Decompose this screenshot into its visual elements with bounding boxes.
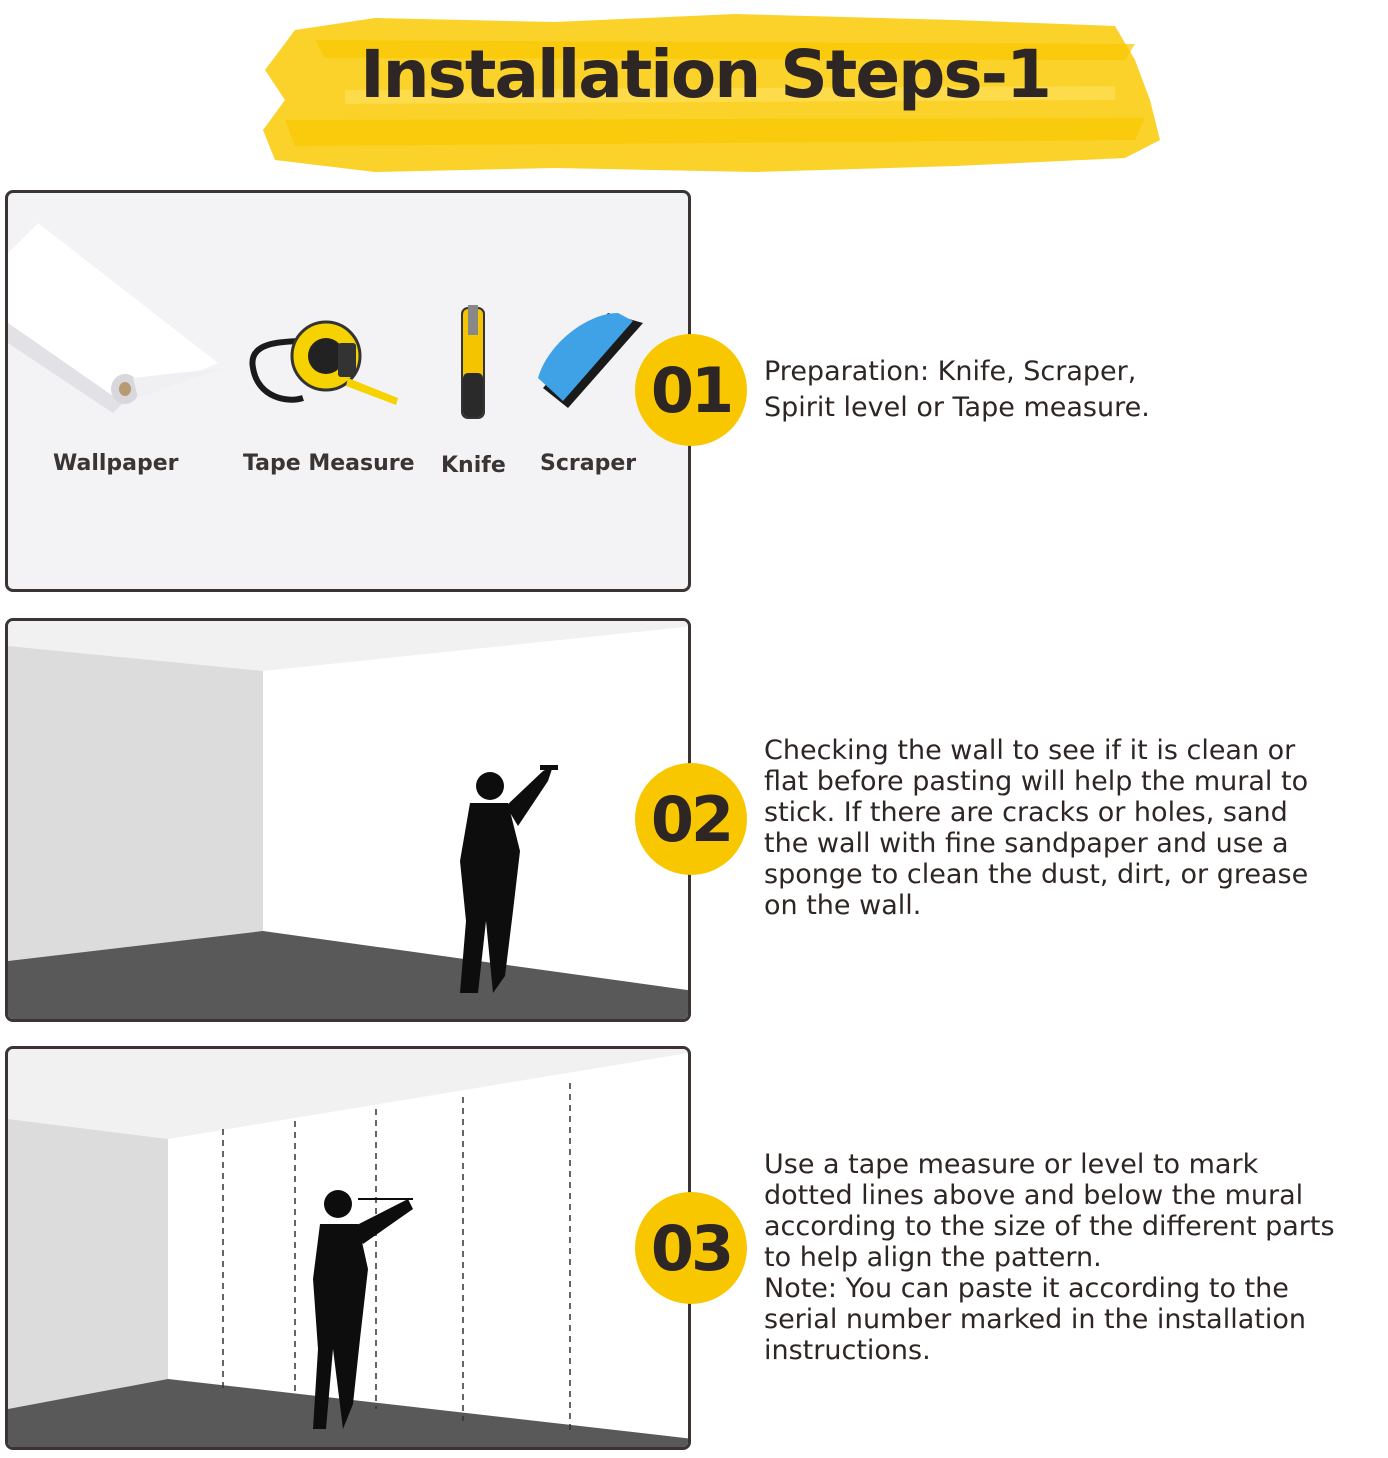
step-03-badge: 03 (635, 1192, 747, 1304)
room-dotted-lines-illustration (8, 1049, 691, 1450)
step-01-badge: 01 (635, 334, 747, 446)
scraper-icon (538, 313, 643, 408)
room-scene-illustration (8, 621, 691, 1022)
step-03-line: dotted lines above and below the mural (764, 1180, 1304, 1211)
step-03-line: instructions. (764, 1335, 931, 1366)
step-02-line: sponge to clean the dust, dirt, or grease (764, 859, 1309, 890)
step-02-line: on the wall. (764, 890, 922, 921)
tool-label-wallpaper: Wallpaper (53, 451, 179, 476)
step-03-line: Note: You can paste it according to the (764, 1273, 1289, 1304)
step-03-line: to help align the pattern. (764, 1242, 1102, 1273)
step-02-badge: 02 (635, 763, 747, 875)
wallpaper-roll-icon (8, 223, 223, 413)
knife-icon (462, 305, 484, 418)
step-01-line: Spirit level or Tape measure. (764, 392, 1150, 423)
tape-measure-icon (252, 322, 398, 405)
tool-label-knife: Knife (441, 453, 506, 478)
guide-lines (223, 1083, 570, 1434)
step-01-line: Preparation: Knife, Scraper, (764, 356, 1137, 387)
step-02-text (764, 735, 1384, 921)
tool-label-scraper: Scraper (540, 451, 637, 476)
step-02-line: Checking the wall to see if it is clean or (764, 735, 1296, 766)
mark-lines-panel (5, 1046, 691, 1450)
step-02-line: flat before pasting will help the mural to (764, 766, 1309, 797)
title-banner (255, 0, 1170, 185)
step-01-text (764, 354, 1384, 426)
step-03-line: serial number marked in the installation (764, 1304, 1306, 1335)
step-02-line: stick. If there are cracks or holes, sand (764, 797, 1288, 828)
step-02-line: the wall with fine sandpaper and use a (764, 828, 1289, 859)
step-03-line: according to the size of the different parts (764, 1211, 1335, 1242)
tools-panel (5, 190, 691, 592)
step-03-line: Use a tape measure or level to mark (764, 1149, 1259, 1180)
person-silhouette-icon (313, 1190, 413, 1429)
tool-label-tape-measure: Tape Measure (243, 451, 415, 476)
page-title: Installation Steps-1 (360, 36, 1050, 113)
person-silhouette-icon (460, 765, 558, 993)
check-wall-panel (5, 618, 691, 1022)
step-03-text (764, 1149, 1384, 1366)
